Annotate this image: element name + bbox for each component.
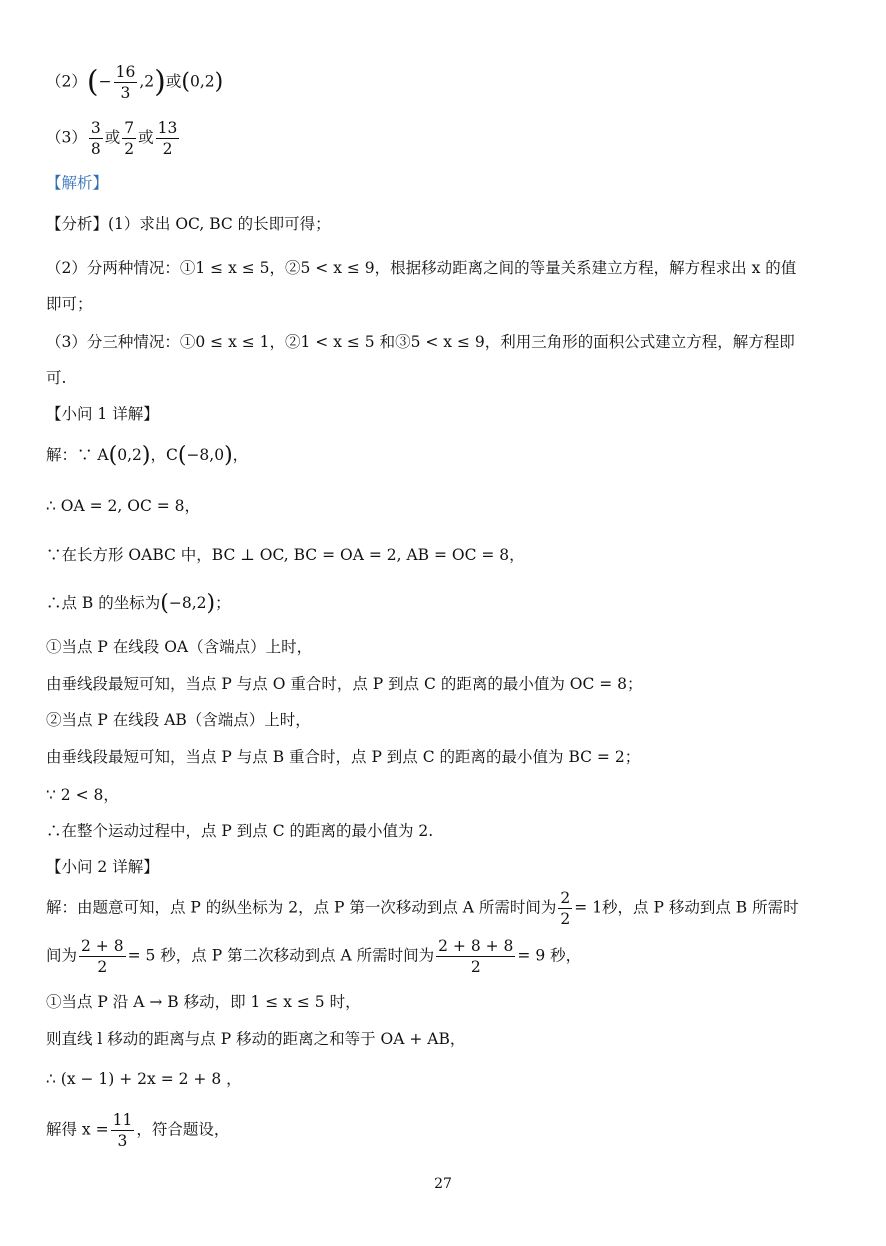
solution1-line-8: 由垂线段最短可知，当点 P 与点 B 重合时，点 P 到点 C 的距离的最小值为 BC = 2； (46, 748, 641, 766)
solution1-line-4: ∴点 B 的坐标为(−8,2)； (46, 591, 231, 616)
time-fraction-1: $\frac{2}{2}$ (560, 889, 571, 928)
time-fraction-3: $\frac{2 + 8 + 8}{2}$ (438, 937, 514, 976)
analysis-3a: （3）分三种情况：①0 ≤ x ≤ 1，②1 < x ≤ 5 和③5 < x ≤ 9，利用三角形的面积公式建立方程，解方程即 (46, 333, 795, 351)
q3-frac-3: $\frac{13}{2}$ (157, 119, 178, 158)
solution2-line-3: ①当点 P 沿 A → B 移动，即 1 ≤ x ≤ 5 时， (46, 993, 361, 1011)
solution2-line-5: ∴ (x − 1) + 2x = 2 + 8 ， (46, 1070, 242, 1088)
solution1-line-3: ∵在长方形 OABC 中，BC ⊥ OC, BC = OA = 2, AB = OC = 8， (46, 546, 525, 564)
solution1-line-1: 解：∵ A(0,2)，C(−8,0)， (46, 443, 249, 468)
solution1-line-7: ②当点 P 在线段 AB（含端点）上时， (46, 711, 311, 729)
subquestion-1-title: 【小问 1 详解】 (46, 405, 159, 423)
solution2-line-2: 间为 $\frac{2 + 8}{2}$ = 5 秒，点 P 第二次移动到点 A 所需时间为 $\frac{2 + 8 + 8}{2}$ = 9 秒， (46, 937, 582, 976)
time-fraction-2: $\frac{2 + 8}{2}$ (81, 937, 124, 976)
q2-answer: （2）(− $\frac{16}{3}$ ,2)或(0,2) (46, 63, 224, 102)
analysis-2b: 即可； (46, 295, 93, 313)
solution2-line-6: 解得 x = $\frac{11}{3}$ ，符合题设， (46, 1111, 230, 1150)
q3-label: （3） (46, 128, 87, 147)
solution2-line-4: 则直线 l 移动的距离与点 P 移动的距离之和等于 OA + AB， (46, 1030, 466, 1048)
solution2-line-1: 解：由题意可知，点 P 的纵坐标为 2，点 P 第一次移动到点 A 所需时间为 $\frac{2}{2}$ = 1秒，点 P 移动到点 B 所需时 (46, 889, 799, 928)
q2-label: （2） (46, 72, 87, 91)
q2-point: 0,2 (189, 72, 215, 91)
q2-fraction: $\frac{16}{3}$ (115, 63, 136, 102)
analysis-2a: （2）分两种情况：①1 ≤ x ≤ 5，②5 < x ≤ 9，根据移动距离之间的等量关系建立方程，解方程求出 x 的值 (46, 259, 797, 277)
solution1-line-10: ∴在整个运动过程中，点 P 到点 C 的距离的最小值为 2. (46, 822, 434, 840)
solution1-line-2: ∴ OA = 2, OC = 8， (46, 497, 201, 515)
analysis-3b: 可. (46, 369, 67, 387)
q3-answer: （3） $\frac{3}{8}$ 或 $\frac{7}{2}$ 或 $\frac{13}{2}$ (46, 119, 178, 158)
q3-frac-2: $\frac{7}{2}$ (124, 119, 135, 158)
x-fraction: $\frac{11}{3}$ (112, 1111, 133, 1150)
solution1-line-9: ∵ 2 < 8， (46, 786, 119, 804)
solution1-line-6: 由垂线段最短可知，当点 P 与点 O 重合时，点 P 到点 C 的距离的最小值为 OC = 8； (46, 675, 643, 693)
analysis-1: 【分析】(1）求出 OC, BC 的长即可得； (46, 215, 331, 233)
subquestion-2-title: 【小问 2 详解】 (46, 858, 159, 876)
q3-frac-1: $\frac{3}{8}$ (90, 119, 101, 158)
q2-minus: − (98, 72, 112, 91)
solution1-line-5: ①当点 P 在线段 OA（含端点）上时， (46, 638, 313, 656)
page-number: 27 (434, 1176, 452, 1192)
analysis-tag: 【解析】 (46, 174, 109, 192)
